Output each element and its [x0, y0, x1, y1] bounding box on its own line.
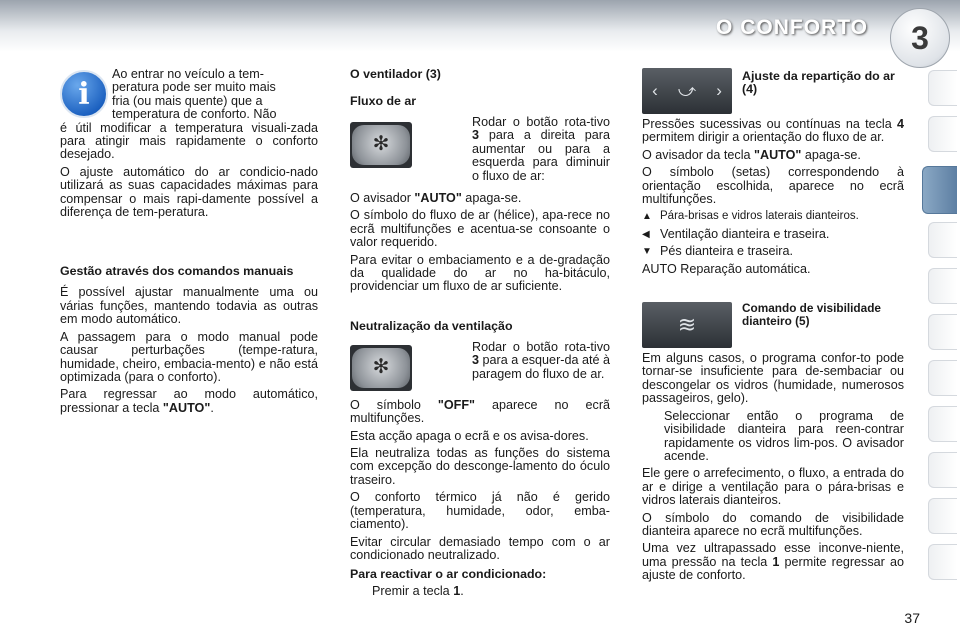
neutralize-text: Ela neutraliza todas as funções do sistema com excepção do desconge-lamento do óculo traseiro.	[350, 446, 610, 487]
arrow-down-icon: ▼	[642, 246, 652, 258]
manual-warning-text: A passagem para o modo manual pode causar perturbações (tempe-ratura, humidade, cheiro, embacia-mento) e não está optimizada (para o conforto).	[60, 329, 318, 384]
chapter-tab[interactable]	[928, 360, 957, 396]
auto-distribution-text: AUTO Reparação automática.	[642, 261, 811, 276]
fan-heading: O ventilador (3)	[350, 67, 441, 81]
flow-block	[350, 116, 610, 192]
off-symbol-text: O símbolo "OFF" aparece no ecrã multifunções.	[350, 397, 611, 426]
air-distribution-panel-image	[642, 68, 732, 114]
auto-indicator-text: O avisador da tecla "AUTO" apaga-se.	[642, 147, 861, 162]
flow-instruction: Rodar o botão rota-tivo 3 para a direita para aumentar ou para a esquerda para diminuir o fluxo de ar:	[450, 116, 610, 187]
visibility-instruction: Seleccionar então o programa de visibilidade dianteira para reen-contrar rapidamente os vidros lim-pos. O avisador acende.	[642, 410, 904, 464]
chapter-tab-active[interactable]	[922, 166, 957, 214]
reactivate-instruction: Premir a tecla 1.	[350, 585, 610, 598]
chapter-tab[interactable]	[928, 116, 957, 152]
auto-adjust-text: O ajuste automático do ar condicio-nado utilizará as suas capacidades máximas para compensar o mais rapi-damente possível a diferença de tem-peratura.	[60, 164, 318, 220]
chapter-tab[interactable]	[928, 452, 957, 488]
chevron-right-icon: ›	[716, 81, 722, 101]
chapter-tabs	[928, 70, 960, 610]
neutral-block	[350, 341, 610, 399]
column-right	[642, 68, 904, 587]
intro-rest: é útil modificar a temperatura visuali-zada para atingir mais rapidamente o conforto desejado.	[60, 120, 318, 162]
visibility-panel-image	[642, 302, 732, 348]
column-left	[60, 68, 318, 419]
arrow-item-ventilation: ◀ Ventilação dianteira e traseira.	[642, 226, 830, 241]
avoid-fog-text: Para evitar o embaciamento e a de-gradação da qualidade do ar no ha-bitáculo, providenciar um fluxo de ar suficiente.	[350, 252, 610, 294]
chevron-left-icon: ‹	[652, 81, 658, 101]
reactivate-heading: Para reactivar o ar condicionado:	[350, 567, 547, 582]
thermal-text: O conforto térmico já não é gerido (temperatura, humidade, odor, emba-ciamento).	[350, 490, 610, 532]
intro-line: Ao entrar no veículo a tem-	[112, 67, 264, 81]
arrow-symbol-text: O símbolo (setas) correspondendo à orientação escolhida, aparece no ecrã multifunções.	[642, 165, 904, 207]
auto-key: "AUTO"	[162, 400, 211, 415]
info-icon: i	[60, 70, 108, 118]
fan-knob-image	[350, 122, 412, 168]
air-distribution-block	[642, 68, 904, 118]
intro-line: peratura pode ser muito mais	[112, 80, 276, 95]
avoid-neutral-text: Evitar circular demasiado tempo com o ar condicionado neutralizado.	[350, 534, 610, 562]
chapter-tab[interactable]	[928, 314, 957, 350]
hand-pointer-icon	[350, 585, 372, 598]
column-middle	[350, 68, 610, 603]
fan-knob-left-image	[350, 345, 412, 391]
arrow-up-icon: ▲	[642, 211, 652, 223]
page-title: O CONFORTO	[716, 16, 868, 39]
air-distribution-heading: Ajuste da repartição do ar (4)	[742, 69, 895, 96]
defrost-icon: ≋	[677, 312, 697, 338]
return-auto-text: Para regressar ao modo automático, pressionar a tecla "AUTO".	[60, 387, 318, 415]
auto-off-text: O avisador "AUTO" apaga-se.	[350, 191, 522, 205]
cases-text: Em alguns casos, o programa confor-to pode tornar-se insuficiente para de-sembaciar ou descongelar os vidros (humidade, numerosos passageiros, gelo).	[642, 351, 904, 406]
fan-icon: ✻	[352, 348, 410, 388]
chapter-tab[interactable]	[928, 406, 957, 442]
neutral-instruction: Rodar o botão rota-tivo 3 para a esquer-da até à paragem do fluxo de ar.	[450, 341, 610, 385]
arrow-item-feet: ▼ Pés dianteira e traseira.	[642, 244, 794, 259]
manages-text: Ele gere o arrefecimento, o fluxo, a entrada do ar e dirige a ventilação para o pára-brisas e vidros laterais dianteiros.	[642, 466, 904, 508]
chapter-tab[interactable]	[928, 498, 957, 534]
arrow-item-windscreen: ▲ Pára-brisas e vidros laterais dianteiros.	[642, 210, 859, 223]
visibility-symbol-text: O símbolo do comando de visibilidade dianteira aparece no ecrã multifunções.	[642, 510, 904, 538]
intro-line: fria (ou mais quente) que a	[112, 93, 263, 108]
page-header	[0, 0, 960, 52]
chapter-tab[interactable]	[928, 222, 957, 258]
intro-line: temperatura de conforto. Não	[112, 107, 277, 122]
hand-pointer-icon	[450, 341, 472, 381]
chapter-badge: 3	[890, 8, 950, 68]
visibility-heading: Comando de visibilidade dianteiro (5)	[742, 301, 881, 329]
neutral-heading: Neutralização da ventilação	[350, 318, 513, 333]
hand-pointer-icon	[450, 116, 472, 183]
flow-heading: Fluxo de ar	[350, 94, 417, 108]
chapter-tab[interactable]	[928, 268, 957, 304]
hand-pointer-icon	[642, 410, 664, 464]
intro-block	[112, 68, 318, 122]
return-comfort-text: Uma vez ultrapassado esse inconve-niente, uma pressão na tecla 1 permite regressar ao ajuste de conforto.	[642, 541, 904, 583]
chapter-tab[interactable]	[928, 544, 957, 580]
visibility-block	[642, 302, 904, 352]
manual-heading: Gestão através dos comandos manuais	[60, 264, 294, 279]
fan-symbol-text: O símbolo do fluxo de ar (hélice), apa-rece no ecrã multifunções e acentua-se consoante o valor requerido.	[350, 208, 610, 250]
page-number: 37	[904, 610, 920, 626]
manual-text: É possível ajustar manualmente uma ou várias funções, mantendo todavia as outras em modo automático.	[60, 285, 318, 327]
chapter-tab[interactable]	[928, 70, 957, 106]
seat-airflow-icon: ⤻	[677, 81, 697, 101]
action-text: Esta acção apaga o ecrã e os avisa-dores.	[350, 428, 589, 443]
arrow-left-icon: ◀	[642, 228, 650, 240]
press-text: Pressões sucessivas ou contínuas na tecla 4 permitem dirigir a orientação do fluxo de ar.	[642, 117, 904, 145]
fan-icon: ✻	[352, 125, 410, 165]
